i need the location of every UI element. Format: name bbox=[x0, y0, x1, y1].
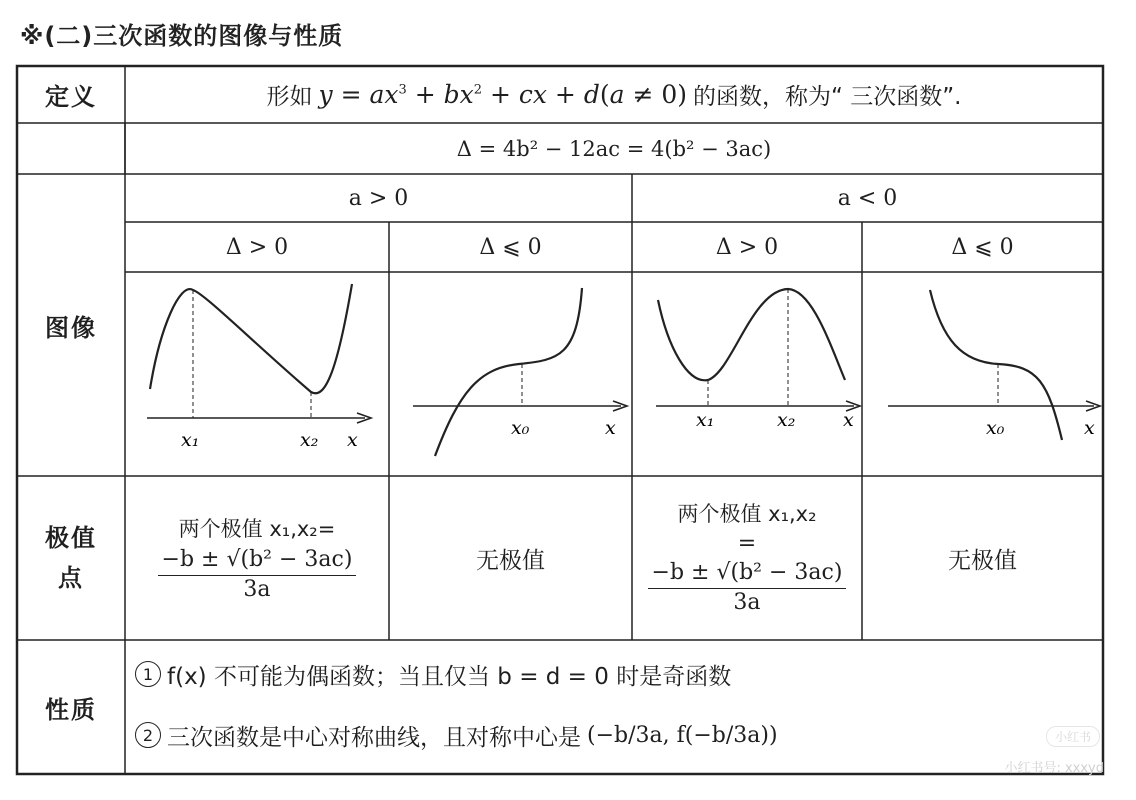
definition-suffix: 的函数，称为“ 三次函数”. bbox=[693, 84, 962, 110]
watermark-badge: 小红书 bbox=[1046, 726, 1100, 747]
extremum-fraction bbox=[158, 546, 357, 604]
row-header-extremum-line2: 点 bbox=[58, 564, 84, 592]
case-delta-positive-1: Δ > 0 bbox=[225, 234, 289, 260]
property-1-text: f(x) 不可能为偶函数；当且仅当 b = d = 0 时是奇函数 bbox=[167, 663, 732, 690]
case-delta-nonpositive-1: Δ ⩽ 0 bbox=[479, 234, 542, 260]
extremum-a-neg-delta-pos bbox=[632, 476, 862, 640]
case-delta-positive-2: Δ > 0 bbox=[715, 234, 779, 260]
extremum-two-values-label: 两个极值 x₁,x₂= bbox=[178, 517, 336, 541]
extremum-a-pos-delta-pos bbox=[125, 476, 389, 640]
property-1 bbox=[135, 656, 731, 692]
graph1-x1-label: x₁ bbox=[181, 429, 200, 451]
extremum-equals: = bbox=[737, 531, 757, 556]
definition-text bbox=[125, 66, 1103, 123]
graph-a-pos-delta-nonpos bbox=[389, 272, 632, 476]
graph3-x1-label: x₁ bbox=[696, 409, 715, 431]
definition-formula: $y = ax^3 + bx^2$ + cx + d(a ≠ 0) bbox=[318, 80, 688, 109]
extremum-fraction-2 bbox=[648, 559, 847, 617]
graph-a-pos-delta-pos bbox=[125, 272, 389, 476]
row-header-extremum-line1: 极值 bbox=[45, 524, 97, 552]
graph3-x-label: x bbox=[843, 409, 854, 431]
property-1-number: 1 bbox=[135, 661, 161, 687]
row-header-image: 图像 bbox=[45, 313, 97, 342]
graph2-x0-label: x₀ bbox=[511, 417, 530, 439]
property-2-center: (−b/3a, f(−b/3a)) bbox=[587, 722, 778, 748]
property-2-text: 三次函数是中心对称曲线，且对称中心是 bbox=[167, 724, 581, 751]
graph2-x-label: x bbox=[605, 417, 616, 439]
case-delta-nonpositive-2: Δ ⩽ 0 bbox=[951, 234, 1014, 260]
extremum-none-1: 无极值 bbox=[476, 547, 545, 574]
case-a-positive: a > 0 bbox=[348, 185, 409, 211]
graph1-x2-label: x₂ bbox=[300, 429, 319, 451]
row-header-extremum bbox=[17, 476, 125, 640]
discriminant: Δ = 4b² − 12ac = 4(b² − 3ac) bbox=[456, 136, 772, 161]
extremum-denominator-2: 3a bbox=[733, 590, 761, 615]
extremum-numerator-2: −b ± √(b² − 3ac) bbox=[648, 559, 847, 589]
extremum-numerator: −b ± √(b² − 3ac) bbox=[158, 546, 357, 576]
cubic-function-table bbox=[17, 66, 1103, 774]
watermark-user: 小红书号: xxxyd bbox=[1004, 761, 1104, 776]
property-2-number: 2 bbox=[135, 722, 161, 748]
graph3-x2-label: x₂ bbox=[777, 409, 796, 431]
extremum-denominator: 3a bbox=[243, 577, 271, 602]
page-title: ※(二)三次函数的图像与性质 bbox=[20, 22, 344, 50]
definition-prefix: 形如 bbox=[266, 84, 313, 110]
row-header-definition: 定义 bbox=[45, 83, 97, 111]
graph1-x-label: x bbox=[347, 429, 358, 451]
graph-a-neg-delta-pos bbox=[632, 272, 862, 476]
graph4-x-label: x bbox=[1084, 417, 1095, 439]
graph4-x0-label: x₀ bbox=[986, 417, 1005, 439]
extremum-two-values-label-2: 两个极值 x₁,x₂ bbox=[677, 502, 817, 526]
row-header-property: 性质 bbox=[45, 695, 97, 724]
graph-a-neg-delta-nonpos bbox=[862, 272, 1103, 476]
case-a-negative: a < 0 bbox=[837, 185, 898, 211]
extremum-none-2: 无极值 bbox=[948, 547, 1017, 574]
property-2 bbox=[135, 710, 778, 760]
